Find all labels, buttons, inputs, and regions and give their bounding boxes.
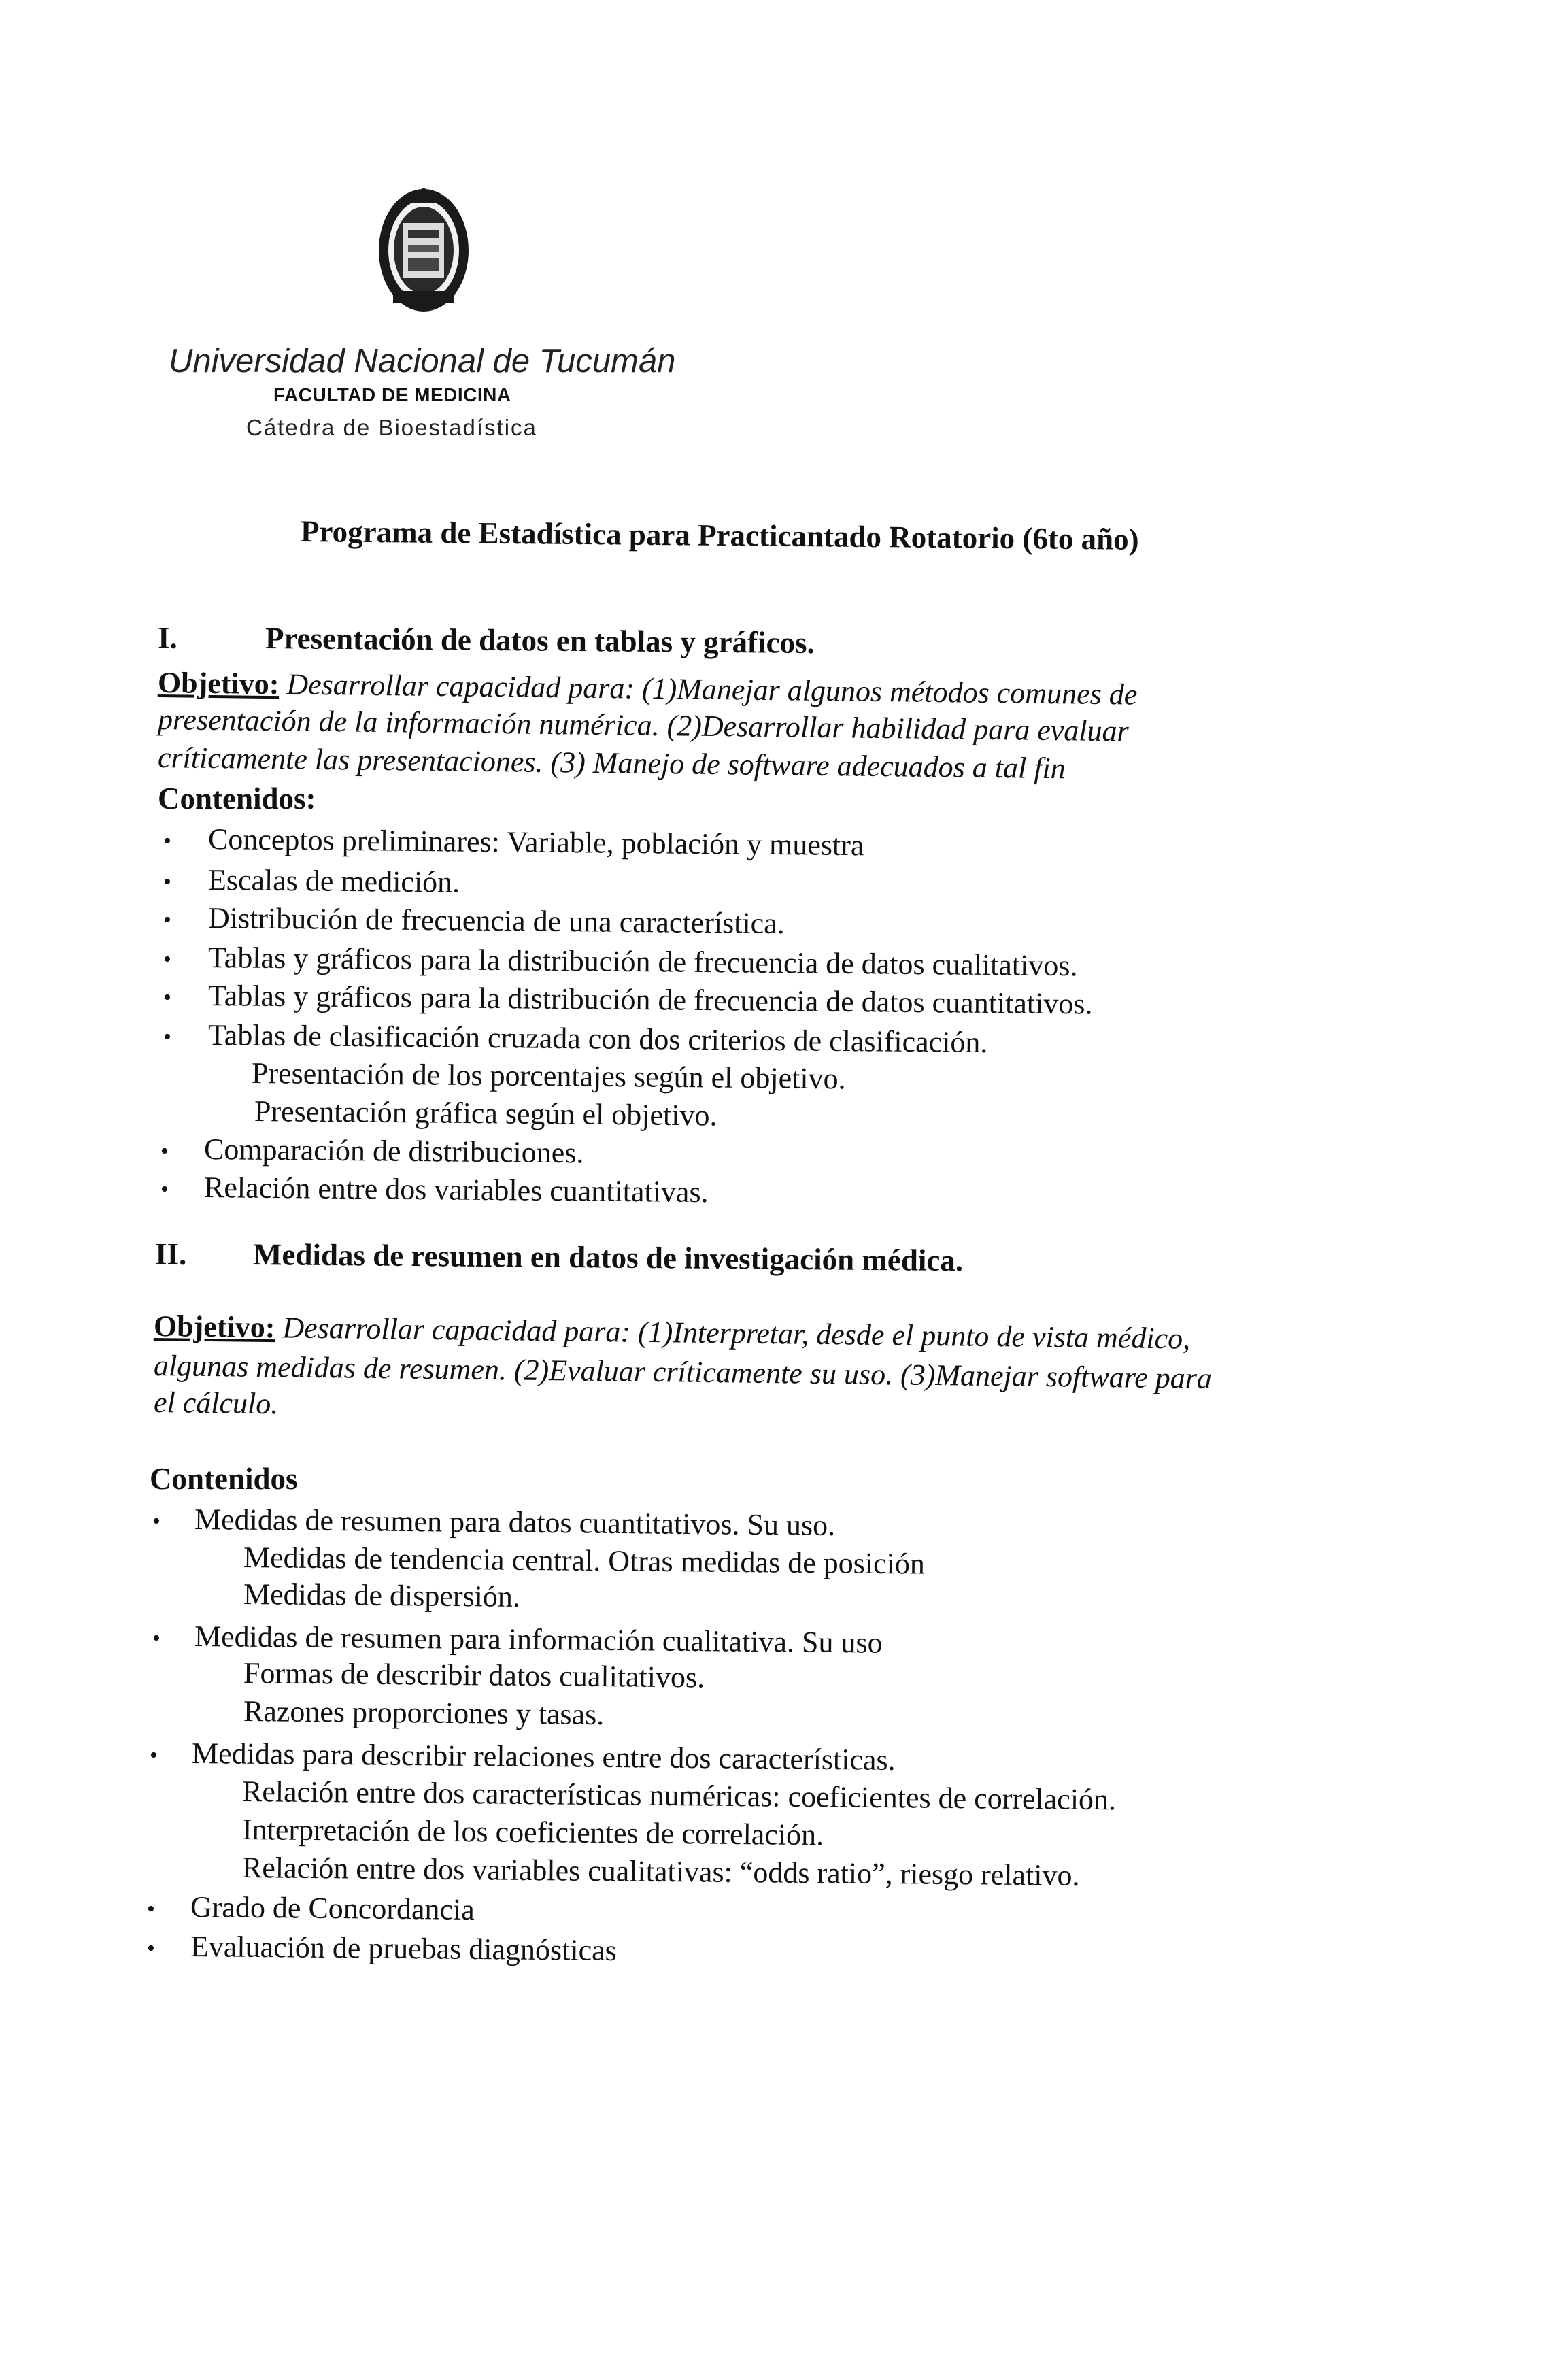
sub-item: Medidas de tendencia central. Otras medidas de posición bbox=[243, 1541, 926, 1581]
list-item: Comparación de distribuciones. bbox=[203, 1133, 584, 1170]
bullet: • bbox=[152, 1626, 160, 1651]
faculty-name: FACULTAD DE MEDICINA bbox=[273, 384, 511, 405]
list-item: Evaluación de pruebas diagnósticas bbox=[190, 1930, 618, 1968]
objective-line: presentación de la información numérica. (2)Desarrollar habilidad para evaluar bbox=[157, 703, 1130, 748]
bullet: • bbox=[163, 1024, 171, 1050]
sub-item: Relación entre dos variables cualitativas: “odds ratio”, riesgo relativo. bbox=[241, 1851, 1080, 1892]
bullet: • bbox=[163, 907, 171, 933]
list-item: Tablas de clasificación cruzada con dos criterios de clasificación. bbox=[207, 1018, 988, 1060]
program-title: Programa de Estadística para Practicantado Rotatorio (6to año) bbox=[300, 514, 1139, 556]
objective-label: Objetivo: bbox=[153, 1309, 275, 1345]
list-item: Medidas para describir relaciones entre dos características. bbox=[191, 1737, 896, 1777]
bullet: • bbox=[147, 1896, 155, 1922]
objective-text: Desarrollar capacidad para: (1)Interpretar, desde el punto de vista médico, bbox=[282, 1311, 1191, 1356]
bullet: • bbox=[160, 1139, 169, 1164]
university-name: Universidad Nacional de Tucumán bbox=[169, 343, 676, 380]
bullet: • bbox=[147, 1936, 155, 1961]
list-item: Medidas de resumen para información cualitativa. Su uso bbox=[194, 1620, 883, 1660]
list-item: Tablas y gráficos para la distribución de frecuencia de datos cuantitativos. bbox=[207, 979, 1093, 1021]
list-item: Medidas de resumen para datos cuantitativos. Su uso. bbox=[194, 1503, 836, 1543]
objective-text: Desarrollar capacidad para: (1)Manejar algunos métodos comunes de bbox=[286, 667, 1138, 711]
section-number: II. bbox=[155, 1237, 187, 1271]
section-number: I. bbox=[158, 621, 177, 655]
list-item: Escalas de medición. bbox=[207, 863, 460, 899]
contents-label: Contenidos bbox=[150, 1462, 298, 1496]
sub-item: Relación entre dos características numéricas: coeficientes de correlación. bbox=[241, 1775, 1117, 1817]
sub-item: Presentación de los porcentajes según el objetivo. bbox=[251, 1056, 846, 1096]
sub-item: Presentación gráfica según el objetivo. bbox=[254, 1094, 717, 1133]
section-title: Medidas de resumen en datos de investigación médica. bbox=[252, 1237, 964, 1278]
list-item: Conceptos preliminares: Variable, población y muestra bbox=[207, 822, 864, 862]
bullet: • bbox=[160, 1177, 169, 1202]
bullet: • bbox=[150, 1743, 158, 1768]
objective-line: algunas medidas de resumen. (2)Evaluar críticamente su uso. (3)Manejar software para bbox=[153, 1349, 1213, 1396]
list-item: Relación entre dos variables cuantitativas. bbox=[203, 1171, 709, 1209]
list-item: Tablas y gráficos para la distribución de frecuencia de datos cualitativos. bbox=[207, 941, 1078, 983]
contents-label: Contenidos: bbox=[158, 782, 316, 816]
objective-label: Objetivo: bbox=[157, 666, 280, 701]
bullet: • bbox=[163, 947, 171, 972]
sub-item: Medidas de dispersión. bbox=[243, 1577, 521, 1613]
chair-name: Cátedra de Bioestadística bbox=[246, 415, 537, 440]
bullet: • bbox=[163, 985, 171, 1010]
section-title: Presentación de datos en tablas y gráficos. bbox=[265, 621, 815, 660]
objective-line: el cálculo. bbox=[153, 1386, 279, 1421]
sub-item: Formas de describir datos cualitativos. bbox=[243, 1656, 705, 1694]
sub-item: Interpretación de los coeficientes de correlación. bbox=[241, 1813, 824, 1852]
bullet: • bbox=[163, 869, 171, 894]
bullet: • bbox=[163, 828, 171, 854]
university-seal bbox=[373, 182, 475, 318]
list-item: Distribución de frecuencia de una característica. bbox=[207, 901, 785, 941]
bullet: • bbox=[152, 1509, 160, 1534]
sub-item: Razones proporciones y tasas. bbox=[243, 1694, 605, 1732]
list-item: Grado de Concordancia bbox=[190, 1890, 475, 1927]
objective-line bbox=[154, 1309, 1191, 1356]
objective-line: críticamente las presentaciones. (3) Manejo de software adecuados a tal fin bbox=[157, 741, 1066, 786]
